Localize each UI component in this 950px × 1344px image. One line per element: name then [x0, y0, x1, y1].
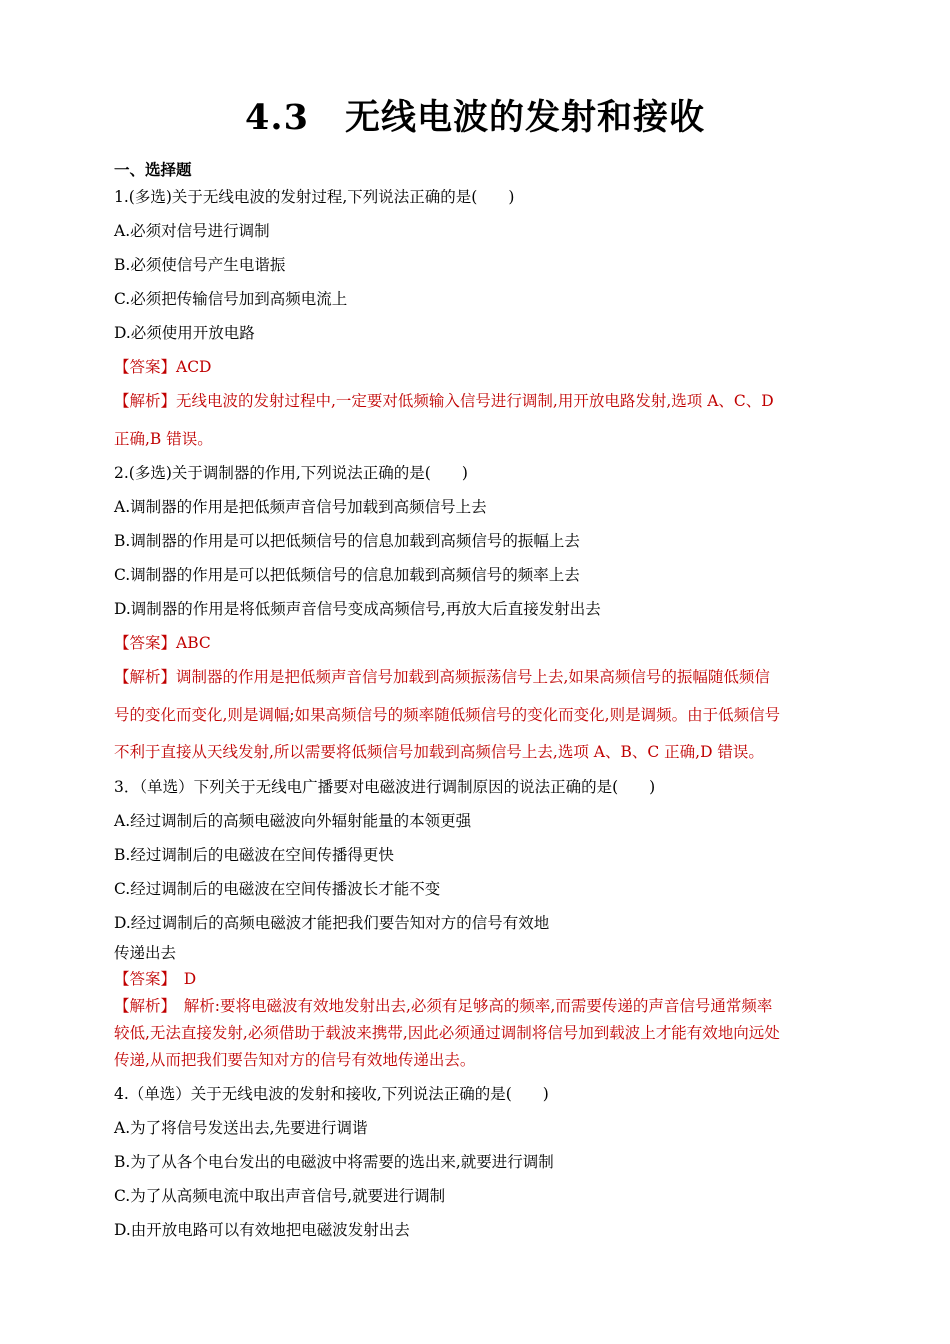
- question-3-option-d: D.经过调制后的高频电磁波才能把我们要告知对方的信号有效地: [114, 914, 550, 932]
- question-3-analysis-line-2: 较低,无法直接发射,必须借助于载波来携带,因此必须通过调制将信号加到载波上才能有效地向远处: [114, 1024, 780, 1042]
- question-4-option-b: B.为了从各个电台发出的电磁波中将需要的选出来,就要进行调制: [114, 1153, 554, 1171]
- question-2-option-c: C.调制器的作用是可以把低频信号的信息加载到高频信号的频率上去: [114, 566, 580, 584]
- question-2-option-b: B.调制器的作用是可以把低频信号的信息加载到高频信号的振幅上去: [114, 532, 580, 550]
- question-3-option-a: A.经过调制后的高频电磁波向外辐射能量的本领更强: [114, 812, 472, 830]
- question-1-analysis-line-2: 正确,B 错误。: [114, 430, 213, 448]
- question-3-stem: 3．（单选）下列关于无线电广播要对电磁波进行调制原因的说法正确的是( ): [114, 778, 656, 796]
- question-4-stem: 4.（单选）关于无线电波的发射和接收,下列说法正确的是( ): [114, 1085, 549, 1103]
- section-heading: 一、选择题: [114, 160, 192, 179]
- question-2-stem: 2.(多选)关于调制器的作用,下列说法正确的是( ): [114, 464, 468, 482]
- question-3-option-d-continued: 传递出去: [114, 944, 177, 962]
- question-1-stem: 1.(多选)关于无线电波的发射过程,下列说法正确的是( ): [114, 188, 515, 206]
- page-title: 4.3 无线电波的发射和接收: [245, 97, 705, 138]
- question-1-answer: 【答案】ACD: [114, 358, 212, 376]
- question-4-option-d: D.由开放电路可以有效地把电磁波发射出去: [114, 1221, 410, 1239]
- question-1-option-c: C.必须把传输信号加到高频电流上: [114, 290, 348, 308]
- question-3-answer: 【答案】 D: [114, 970, 197, 988]
- question-2-option-d: D.调制器的作用是将低频声音信号变成高频信号,再放大后直接发射出去: [114, 600, 601, 618]
- question-2-analysis-line-1: 【解析】调制器的作用是把低频声音信号加载到高频振荡信号上去,如果高频信号的振幅随低频信: [114, 668, 770, 686]
- question-3-option-c: C.经过调制后的电磁波在空间传播波长才能不变: [114, 880, 441, 898]
- question-3-analysis-line-1: 【解析】 解析:要将电磁波有效地发射出去,必须有足够高的频率,而需要传递的声音信号通常频率: [114, 997, 773, 1015]
- question-1-analysis-line-1: 【解析】无线电波的发射过程中,一定要对低频输入信号进行调制,用开放电路发射,选项 A、C、D: [114, 392, 774, 410]
- question-2-analysis-line-2: 号的变化而变化,则是调幅;如果高频信号的频率随低频信号的变化而变化,则是调频。由于低频信号: [114, 706, 781, 724]
- question-4-option-c: C.为了从高频电流中取出声音信号,就要进行调制: [114, 1187, 446, 1205]
- question-1-option-b: B.必须使信号产生电谐振: [114, 256, 286, 274]
- question-4-option-a: A.为了将信号发送出去,先要进行调谐: [114, 1119, 368, 1137]
- question-2-option-a: A.调制器的作用是把低频声音信号加载到高频信号上去: [114, 498, 487, 516]
- question-1-option-d: D.必须使用开放电路: [114, 324, 255, 342]
- question-2-analysis-line-3: 不利于直接从天线发射,所以需要将低频信号加载到高频信号上去,选项 A、B、C 正确,D 错误。: [114, 743, 764, 761]
- question-1-option-a: A.必须对信号进行调制: [114, 222, 270, 240]
- question-2-answer: 【答案】ABC: [114, 634, 211, 652]
- question-3-analysis-line-3: 传递,从而把我们要告知对方的信号有效地传递出去。: [114, 1051, 476, 1069]
- question-3-option-b: B.经过调制后的电磁波在空间传播得更快: [114, 846, 394, 864]
